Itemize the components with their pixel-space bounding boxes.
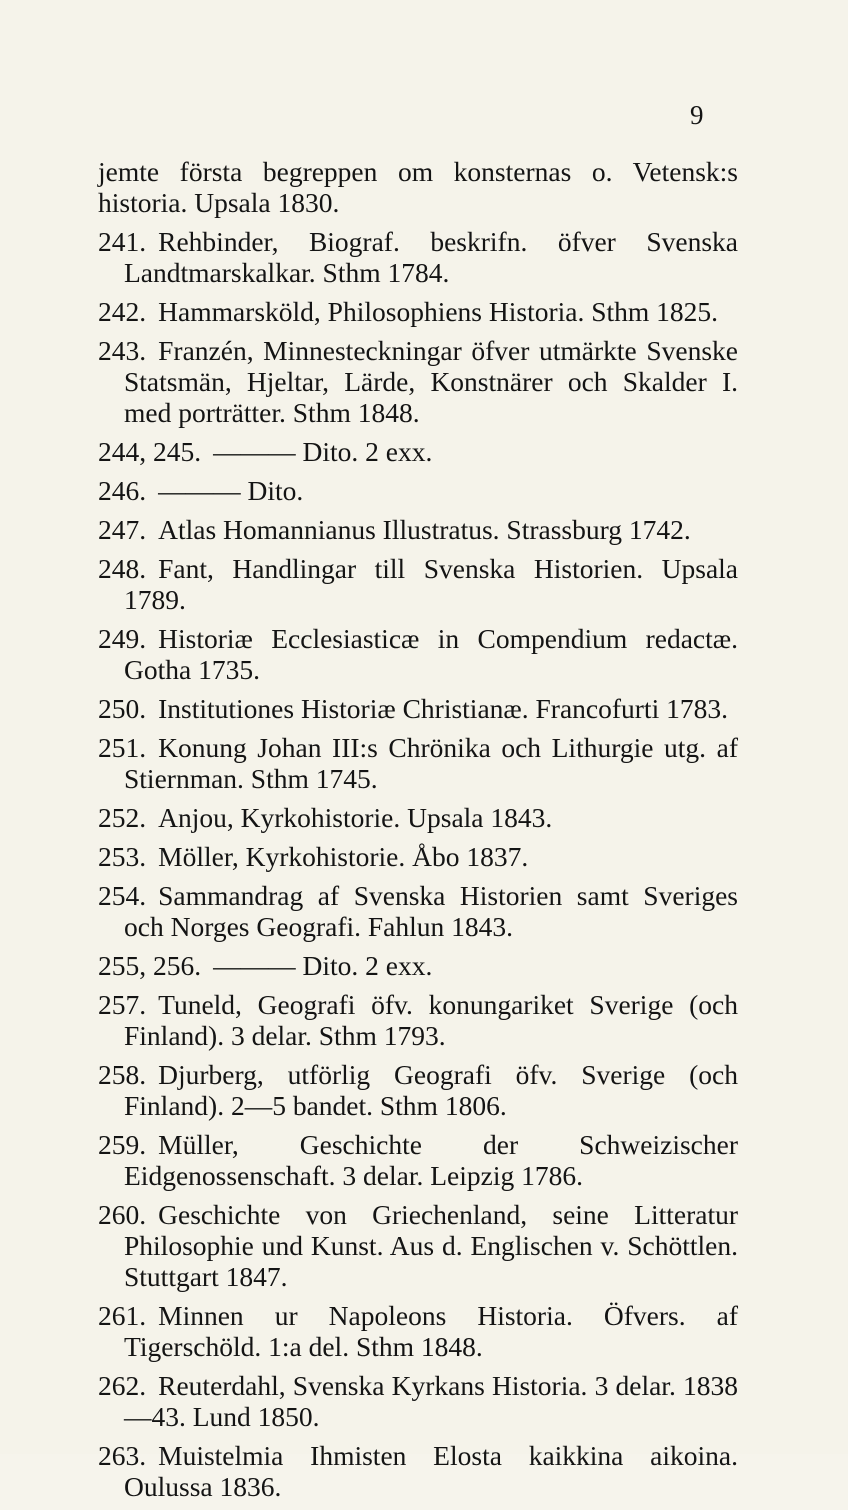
entry-text: Rehbinder, Biograf. beskrifn. öfver Svenska Landtmarskalkar. Sthm 1784. <box>124 226 738 288</box>
entry-text: Institutiones Historiæ Christianæ. Francofurti 1783. <box>158 693 728 724</box>
entry-text: Konung Johan III:s Chrönika och Lithurgie utg. af Stiernman. Sthm 1745. <box>124 732 738 794</box>
entry-text: Atlas Homannianus Illustratus. Strassburg 1742. <box>158 514 691 545</box>
entry-number: 249. <box>98 623 147 654</box>
entry-text: Djurberg, utförlig Geografi öfv. Sverige (och Finland). 2—5 bandet. Sthm 1806. <box>124 1059 738 1121</box>
catalog-entry-continued <box>98 156 738 218</box>
entry-number: 252. <box>98 802 147 833</box>
entry-text: Reuterdahl, Svenska Kyrkans Historia. 3 delar. 1838—43. Lund 1850. <box>124 1370 738 1432</box>
entry-text: ——— Dito. <box>158 475 304 506</box>
catalog-entry-252 <box>98 802 738 833</box>
catalog-entry-250 <box>98 693 738 724</box>
entry-number: 246. <box>98 475 147 506</box>
entry-text: Tuneld, Geografi öfv. konungariket Sverige (och Finland). 3 delar. Sthm 1793. <box>124 989 738 1051</box>
entry-text: Geschichte von Griechenland, seine Litteratur Philosophie und Kunst. Aus d. Englischen v. Schöttlen. Stuttgart 1847. <box>124 1199 738 1292</box>
entry-text: ——— Dito. 2 exx. <box>213 950 433 981</box>
entry-number: 262. <box>98 1370 147 1401</box>
entry-number: 242. <box>98 296 147 327</box>
entry-number: 258. <box>98 1059 147 1090</box>
catalog-entry-244-245 <box>98 436 738 467</box>
entry-number: 243. <box>98 335 147 366</box>
entry-number: 253. <box>98 841 147 872</box>
entry-number: 263. <box>98 1440 147 1471</box>
catalog-entry-254 <box>98 880 738 942</box>
entry-text: Fant, Handlingar till Svenska Historien. Upsala 1789. <box>124 553 738 615</box>
catalog-entry-246 <box>98 475 738 506</box>
catalog-entry-249 <box>98 623 738 685</box>
catalog-entry-242 <box>98 296 738 327</box>
catalog-entries <box>98 156 738 1510</box>
catalog-entry-247 <box>98 514 738 545</box>
entry-number: 244, 245. <box>98 436 202 467</box>
entry-text: Anjou, Kyrkohistorie. Upsala 1843. <box>158 802 553 833</box>
catalog-entry-259 <box>98 1129 738 1191</box>
entry-text: Franzén, Minnesteckningar öfver utmärkte Svenske Statsmän, Hjeltar, Lärde, Konstnärer och Skalder I. med porträtter. Sthm 1848. <box>124 335 738 428</box>
catalog-entry-243 <box>98 335 738 428</box>
entry-text: Muistelmia Ihmisten Elosta kaikkina aikoina. Oulussa 1836. <box>124 1440 738 1502</box>
entry-text: Möller, Kyrkohistorie. Åbo 1837. <box>158 841 529 872</box>
catalog-entry-260 <box>98 1199 738 1292</box>
catalog-entry-251 <box>98 732 738 794</box>
catalog-entry-262 <box>98 1370 738 1432</box>
entry-number: 241. <box>98 226 147 257</box>
entry-number: 248. <box>98 553 147 584</box>
entry-text: ——— Dito. 2 exx. <box>213 436 433 467</box>
entry-text: Historiæ Ecclesiasticæ in Compendium redactæ. Gotha 1735. <box>124 623 738 685</box>
entry-text: Minnen ur Napoleons Historia. Öfvers. af Tigerschöld. 1:a del. Sthm 1848. <box>124 1300 738 1362</box>
catalog-entry-257 <box>98 989 738 1051</box>
entry-number: 261. <box>98 1300 147 1331</box>
entry-text: jemte första begreppen om konsternas o. Vetensk:s historia. Upsala 1830. <box>98 156 738 218</box>
entry-number: 259. <box>98 1129 147 1160</box>
entry-number: 257. <box>98 989 147 1020</box>
entry-number: 247. <box>98 514 147 545</box>
entry-text: Müller, Geschichte der Schweizischer Eidgenossenschaft. 3 delar. Leipzig 1786. <box>124 1129 738 1191</box>
catalog-entry-255-256 <box>98 950 738 981</box>
catalog-entry-253 <box>98 841 738 872</box>
entry-number: 254. <box>98 880 147 911</box>
catalog-entry-241 <box>98 226 738 288</box>
catalog-entry-258 <box>98 1059 738 1121</box>
entry-number: 255, 256. <box>98 950 202 981</box>
entry-number: 251. <box>98 732 147 763</box>
catalog-entry-261 <box>98 1300 738 1362</box>
catalog-entry-248 <box>98 553 738 615</box>
entry-text: Hammarsköld, Philosophiens Historia. Sthm 1825. <box>158 296 719 327</box>
entry-number: 260. <box>98 1199 147 1230</box>
entry-number: 250. <box>98 693 147 724</box>
catalog-entry-263 <box>98 1440 738 1502</box>
entry-text: Sammandrag af Svenska Historien samt Sveriges och Norges Geografi. Fahlun 1843. <box>124 880 738 942</box>
page-number: 9 <box>690 100 704 130</box>
